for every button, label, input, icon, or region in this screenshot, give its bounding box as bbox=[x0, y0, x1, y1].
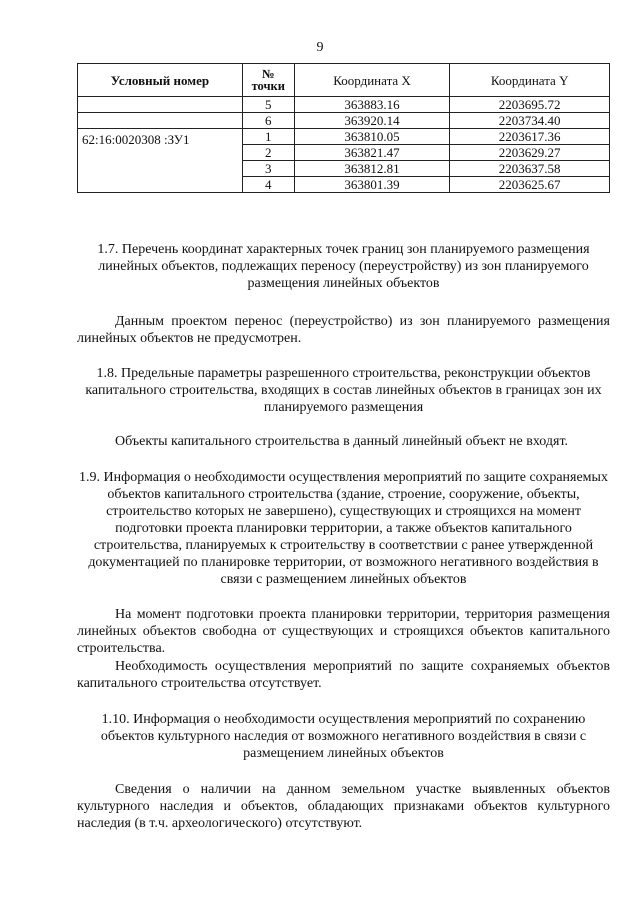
x-cell: 363920.14 bbox=[294, 113, 450, 129]
section-1-8-heading: 1.8. Предельные параметры разрешенного строительства, реконструкции объектов капитального строительства, входящих в состав линейных объектов в границах зон их планируемого размещения bbox=[85, 366, 602, 415]
y-cell: 2203734.40 bbox=[450, 113, 610, 129]
x-cell: 363801.39 bbox=[294, 177, 450, 193]
point-cell: 1 bbox=[242, 129, 294, 145]
header-cadastral: Условный номер bbox=[78, 64, 243, 97]
x-cell: 363821.47 bbox=[294, 145, 450, 161]
y-cell: 2203695.72 bbox=[450, 97, 610, 113]
section-1-9-text-1: На момент подготовки проекта планировки территории, территория размещения линейных объектов свободна от существующих и строящихся объектов капитального строительства. bbox=[77, 607, 610, 656]
point-cell: 5 bbox=[242, 97, 294, 113]
point-cell: 4 bbox=[242, 177, 294, 193]
section-1-10-text: Сведения о наличии на данном земельном участке выявленных объектов культурного наследия и объектов, обладающих признаками объектов культурного наследия (в т.ч. археологического) отсутствуют. bbox=[77, 782, 610, 831]
cadastral-number-cell: 62:16:0020308 :ЗУ1 bbox=[78, 129, 243, 193]
x-cell: 363810.05 bbox=[294, 129, 450, 145]
y-cell: 2203625.67 bbox=[450, 177, 610, 193]
table-row bbox=[78, 113, 610, 129]
point-cell: 6 bbox=[242, 113, 294, 129]
cadastral-empty-cell bbox=[78, 113, 243, 129]
table-row bbox=[78, 97, 610, 113]
y-cell: 2203629.27 bbox=[450, 145, 610, 161]
section-1-9-text-2: Необходимость осуществления мероприятий по защите сохраняемых объектов капитального строительства отсутствует. bbox=[77, 659, 610, 691]
section-1-9-heading: 1.9. Информация о необходимости осуществления мероприятий по защите сохраняемых объектов капитального строительства (здание, строение, сооружение, объекты, строительство которых не завершено), существующих и строящихся на момент подготовки проекта планировки территории, а также объектов капитального строительства, планируемых к строительству в соответствии с ранее утвержденной документацией по планировке территории, от возможного негативного воздействия в связи с размещением линейных объектов bbox=[79, 470, 608, 587]
page-number: 9 bbox=[316, 40, 324, 55]
header-y: Координата Y bbox=[450, 64, 610, 97]
table-header-row bbox=[78, 64, 610, 97]
y-cell: 2203617.36 bbox=[450, 129, 610, 145]
x-cell: 363812.81 bbox=[294, 161, 450, 177]
point-cell: 2 bbox=[242, 145, 294, 161]
cadastral-empty-cell bbox=[78, 97, 243, 113]
section-1-8-text: Объекты капитального строительства в данный линейный объект не входят. bbox=[115, 434, 569, 449]
section-1-7-text: Данным проектом перенос (переустройство) из зон планируемого размещения линейных объектов не предусмотрен. bbox=[77, 314, 610, 346]
header-point: № точки bbox=[242, 64, 294, 97]
table-row bbox=[78, 129, 610, 145]
point-cell: 3 bbox=[242, 161, 294, 177]
section-1-10-heading: 1.10. Информация о необходимости осуществления мероприятий по сохранению объектов культурного наследия от возможного негативного воздействия в связи с размещением линейных объектов bbox=[100, 712, 587, 761]
header-x: Координата X bbox=[294, 64, 450, 97]
section-1-7-heading: 1.7. Перечень координат характерных точек границ зон планируемого размещения линейных объектов, подлежащих переносу (переустройству) из зон планируемого размещения линейных объектов bbox=[97, 242, 590, 291]
x-cell: 363883.16 bbox=[294, 97, 450, 113]
coordinates-table bbox=[77, 63, 610, 193]
y-cell: 2203637.58 bbox=[450, 161, 610, 177]
